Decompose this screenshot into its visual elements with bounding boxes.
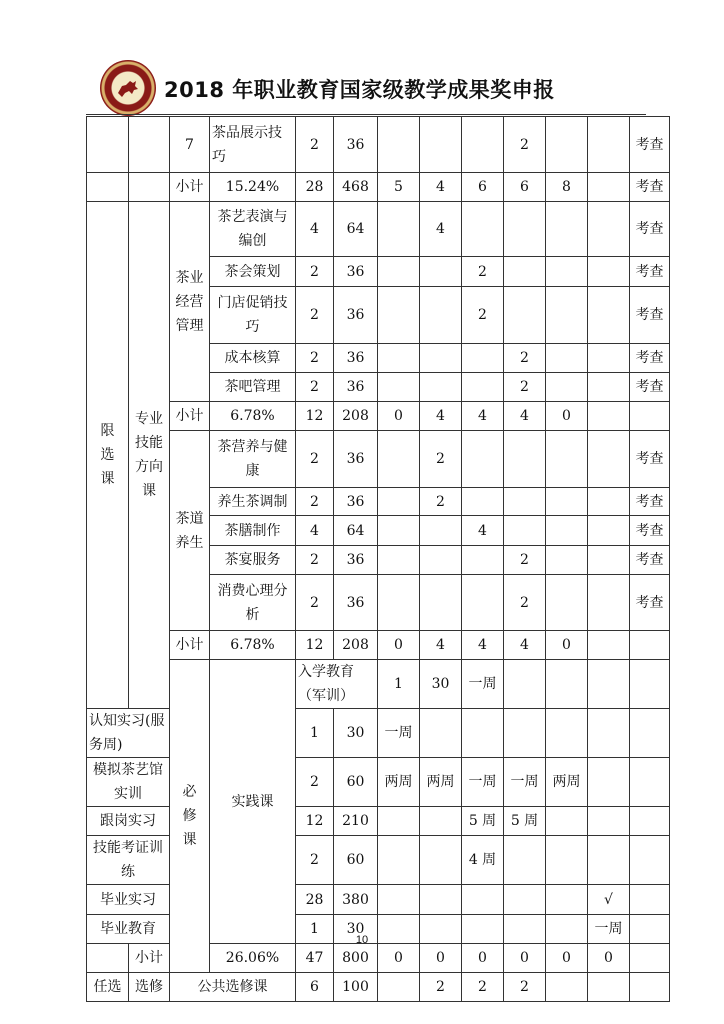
term-6: 0 — [588, 944, 630, 973]
term-4: 2 — [504, 344, 546, 373]
term-3: 2 — [462, 257, 504, 287]
subcategory-elective: 选修 — [129, 973, 170, 1002]
hours: 30 — [420, 660, 462, 709]
hours: 36 — [334, 117, 378, 173]
term-3: 5 周 — [462, 807, 504, 836]
subtotal-label: 小计 — [170, 402, 210, 431]
hours: 36 — [334, 287, 378, 344]
term-2: 两周 — [420, 758, 462, 807]
term-4: 6 — [504, 173, 546, 202]
hours: 36 — [334, 257, 378, 287]
category-limited-elective: 限选课 — [87, 202, 129, 709]
subcategory-skill-direction: 专业技能方向课 — [129, 202, 170, 709]
subcategory-cell — [129, 117, 170, 173]
course-name: 茶艺表演与编创 — [210, 202, 296, 257]
term-1: 一周 — [462, 660, 504, 709]
term-4: 4 — [504, 631, 546, 660]
group-tea-business: 茶业经营管理 — [170, 202, 210, 402]
hours: 36 — [334, 488, 378, 516]
term-3: 4 周 — [462, 836, 504, 885]
credits: 12 — [296, 631, 334, 660]
term-4: 2 — [504, 973, 546, 1002]
exam-type: 考查 — [630, 117, 670, 173]
credits: 2 — [296, 344, 334, 373]
term-4: 一周 — [504, 758, 546, 807]
credits: 1 — [296, 709, 334, 758]
page-title: 2018 年职业教育国家级教学成果奖申报 — [164, 78, 555, 102]
hours: 210 — [334, 807, 378, 836]
course-name: 公共选修课 — [170, 973, 296, 1002]
term-6 — [588, 117, 630, 173]
term-2: 4 — [420, 173, 462, 202]
course-name: 模拟茶艺馆实训 — [87, 758, 170, 807]
term-2: 2 — [420, 488, 462, 516]
term-5: 0 — [546, 631, 588, 660]
exam-type: 考查 — [630, 173, 670, 202]
page-number: 10 — [355, 934, 369, 946]
term-1: 0 — [378, 631, 420, 660]
subtotal-percent: 6.78% — [210, 631, 296, 660]
category-elective: 任选 — [87, 973, 129, 1002]
term-5: 8 — [546, 173, 588, 202]
course-name: 认知实习(服务周) — [87, 709, 170, 758]
subtotal-row — [87, 173, 670, 202]
term-1: 5 — [378, 173, 420, 202]
header-rule — [86, 114, 646, 115]
credits: 28 — [296, 173, 334, 202]
credits: 2 — [296, 488, 334, 516]
table-row — [87, 202, 670, 257]
term-2: 4 — [420, 631, 462, 660]
exam-type: 考查 — [630, 516, 670, 546]
subtotal-percent: 26.06% — [210, 944, 296, 973]
term-2: 2 — [420, 431, 462, 488]
term-3 — [462, 117, 504, 173]
hours: 64 — [334, 516, 378, 546]
curriculum-table — [86, 116, 670, 1002]
subtotal-percent: 15.24% — [210, 173, 296, 202]
hours: 36 — [334, 546, 378, 575]
credits: 6 — [296, 973, 334, 1002]
credits: 4 — [296, 202, 334, 257]
subtotal-label: 小计 — [170, 173, 210, 202]
credits: 2 — [296, 373, 334, 402]
table-row — [87, 117, 670, 173]
hours: 60 — [334, 758, 378, 807]
group-tea-health: 茶道养生 — [170, 431, 210, 631]
table-row — [87, 973, 670, 1002]
term-2: 0 — [420, 944, 462, 973]
hours: 208 — [334, 631, 378, 660]
term-4: 4 — [504, 402, 546, 431]
course-name: 毕业教育 — [87, 915, 170, 944]
subtotal-percent: 6.78% — [210, 402, 296, 431]
course-name: 养生茶调制 — [210, 488, 296, 516]
exam-type: 考查 — [630, 488, 670, 516]
course-name: 入学教育（军训） — [296, 660, 378, 709]
credits: 12 — [296, 807, 334, 836]
page-header — [86, 58, 646, 114]
table-row — [87, 660, 670, 709]
category-cell — [87, 117, 129, 173]
course-name: 毕业实习 — [87, 885, 170, 915]
term-6 — [588, 173, 630, 202]
subtotal-label: 小计 — [129, 944, 170, 973]
term-2: 2 — [420, 973, 462, 1002]
exam-type: 考查 — [630, 202, 670, 257]
table-row — [87, 431, 670, 488]
course-name: 茶会策划 — [210, 257, 296, 287]
term-5: 0 — [546, 402, 588, 431]
term-4: 2 — [504, 117, 546, 173]
exam-type: 考查 — [630, 575, 670, 631]
category-required: 必修课 — [170, 660, 210, 973]
credits: 2 — [296, 257, 334, 287]
credits: 2 — [296, 758, 334, 807]
term-4: 5 周 — [504, 807, 546, 836]
term-1: 0 — [378, 402, 420, 431]
credits: 1 — [296, 915, 334, 944]
course-name: 跟岗实习 — [87, 807, 170, 836]
exam-type: 考查 — [630, 287, 670, 344]
term-2 — [420, 117, 462, 173]
course-name: 茶膳制作 — [210, 516, 296, 546]
course-name: 茶品展示技巧 — [210, 117, 296, 173]
term-4: 2 — [504, 575, 546, 631]
term-3: 0 — [462, 944, 504, 973]
term-6: √ — [588, 885, 630, 915]
hours: 60 — [334, 836, 378, 885]
term-3: 2 — [462, 287, 504, 344]
term-4: 0 — [504, 944, 546, 973]
hours: 36 — [334, 575, 378, 631]
hours: 468 — [334, 173, 378, 202]
term-3: 2 — [462, 973, 504, 1002]
credits: 2 — [296, 575, 334, 631]
term-5 — [546, 117, 588, 173]
term-3: 4 — [462, 631, 504, 660]
credits: 47 — [296, 944, 334, 973]
exam-type: 考查 — [630, 257, 670, 287]
course-name: 茶宴服务 — [210, 546, 296, 575]
hours: 36 — [334, 431, 378, 488]
subtotal-label: 小计 — [170, 631, 210, 660]
exam-type: 考查 — [630, 373, 670, 402]
hours: 800 — [334, 944, 378, 973]
course-name: 消费心理分析 — [210, 575, 296, 631]
credits: 2 — [296, 431, 334, 488]
credits: 2 — [296, 117, 334, 173]
term-6: 一周 — [588, 915, 630, 944]
term-2: 4 — [420, 402, 462, 431]
credits: 2 — [296, 546, 334, 575]
credits: 2 — [296, 836, 334, 885]
hours: 30 — [334, 709, 378, 758]
hours: 30 — [334, 915, 378, 944]
hours: 208 — [334, 402, 378, 431]
exam-type: 考查 — [630, 344, 670, 373]
hours: 100 — [334, 973, 378, 1002]
credits: 1 — [378, 660, 420, 709]
course-name: 技能考证训练 — [87, 836, 170, 885]
exam-type: 考查 — [630, 546, 670, 575]
exam-type: 考查 — [630, 431, 670, 488]
term-1: 一周 — [378, 709, 420, 758]
hours: 36 — [334, 344, 378, 373]
term-4: 2 — [504, 546, 546, 575]
term-2: 4 — [420, 202, 462, 257]
subtotal-row — [87, 631, 670, 660]
hours: 64 — [334, 202, 378, 257]
horse-icon — [116, 77, 140, 99]
credits: 12 — [296, 402, 334, 431]
term-3: 6 — [462, 173, 504, 202]
hours: 36 — [334, 373, 378, 402]
course-name: 门店促销技巧 — [210, 287, 296, 344]
term-4: 2 — [504, 373, 546, 402]
term-1: 两周 — [378, 758, 420, 807]
term-1: 0 — [378, 944, 420, 973]
school-seal-logo — [100, 60, 156, 116]
course-name: 茶营养与健康 — [210, 431, 296, 488]
subcategory-practice: 实践课 — [210, 660, 296, 944]
term-1 — [378, 117, 420, 173]
credits: 28 — [296, 885, 334, 915]
term-3: 一周 — [462, 758, 504, 807]
course-no: 7 — [170, 117, 210, 173]
course-name: 茶吧管理 — [210, 373, 296, 402]
credits: 2 — [296, 287, 334, 344]
course-name: 成本核算 — [210, 344, 296, 373]
term-3: 4 — [462, 516, 504, 546]
term-5: 0 — [546, 944, 588, 973]
term-5: 两周 — [546, 758, 588, 807]
term-3: 4 — [462, 402, 504, 431]
credits: 4 — [296, 516, 334, 546]
subtotal-row — [87, 402, 670, 431]
hours: 380 — [334, 885, 378, 915]
